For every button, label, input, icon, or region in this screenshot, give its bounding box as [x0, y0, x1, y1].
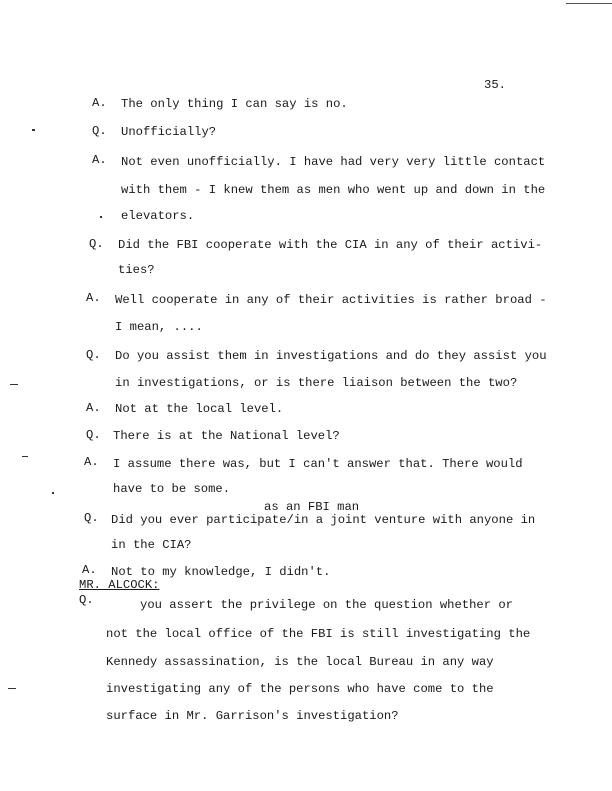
line-12-text: Not at the local level.: [115, 402, 284, 416]
speaker-label: MR. ALCOCK:: [79, 578, 160, 592]
line-15-text: have to be some.: [113, 482, 231, 496]
page-number: 35.: [484, 78, 506, 92]
line-18-text: Not to my knowledge, I didn't.: [111, 565, 331, 579]
line-16-text: Did you ever participate/in a joint venture with anyone in: [111, 513, 536, 527]
line-9-text: I mean, ....: [115, 320, 203, 334]
line-3-text: Not even unofficially. I have had very very little contact: [121, 155, 546, 169]
top-edge-line: [566, 3, 612, 4]
scan-mark: [10, 384, 18, 385]
line-18-prefix: A.: [82, 563, 97, 577]
line-2-prefix: Q.: [92, 124, 107, 138]
line-6-prefix: Q.: [89, 237, 104, 251]
line-16-prefix: Q.: [84, 511, 99, 525]
scan-mark: [52, 492, 54, 494]
line-10-prefix: Q.: [86, 348, 101, 362]
scan-mark: [8, 688, 16, 689]
line-23-text: surface in Mr. Garrison's investigation?: [106, 709, 399, 723]
line-13-text: There is at the National level?: [113, 429, 340, 443]
line-22-text: investigating any of the persons who have come to the: [106, 682, 494, 696]
line-14-prefix: A.: [84, 455, 99, 469]
line-20-text: not the local office of the FBI is still investigating the: [106, 627, 531, 641]
line-11-text: in investigations, or is there liaison between the two?: [115, 376, 518, 390]
line-10-text: Do you assist them in investigations and do they assist you: [115, 349, 547, 363]
line-1-text: The only thing I can say is no.: [121, 97, 348, 111]
line-19-prefix: Q.: [79, 593, 94, 607]
scan-mark: [32, 129, 35, 131]
line-12-prefix: A.: [86, 401, 101, 415]
line-5-text: elevators.: [121, 209, 195, 223]
line-3-prefix: A.: [92, 153, 107, 167]
line-8-text: Well cooperate in any of their activities is rather broad -: [115, 293, 547, 307]
line-14-text: I assume there was, but I can't answer that. There would: [113, 457, 523, 471]
scan-mark: [22, 456, 28, 457]
line-6-text: Did the FBI cooperate with the CIA in any of their activi-: [118, 238, 543, 252]
handwritten-insert: as an FBI man: [264, 500, 360, 514]
line-19-text: you assert the privilege on the question whether or: [140, 598, 513, 612]
line-4-text: with them - I knew them as men who went up and down in the: [121, 183, 546, 197]
line-21-text: Kennedy assassination, is the local Bureau in any way: [106, 655, 494, 669]
line-17-text: in the CIA?: [111, 538, 192, 552]
line-1-prefix: A.: [92, 96, 107, 110]
line-2-text: Unofficially?: [121, 125, 217, 139]
scan-mark: [100, 216, 102, 218]
line-8-prefix: A.: [86, 291, 101, 305]
line-13-prefix: Q.: [86, 428, 101, 442]
line-7-text: ties?: [118, 263, 155, 277]
